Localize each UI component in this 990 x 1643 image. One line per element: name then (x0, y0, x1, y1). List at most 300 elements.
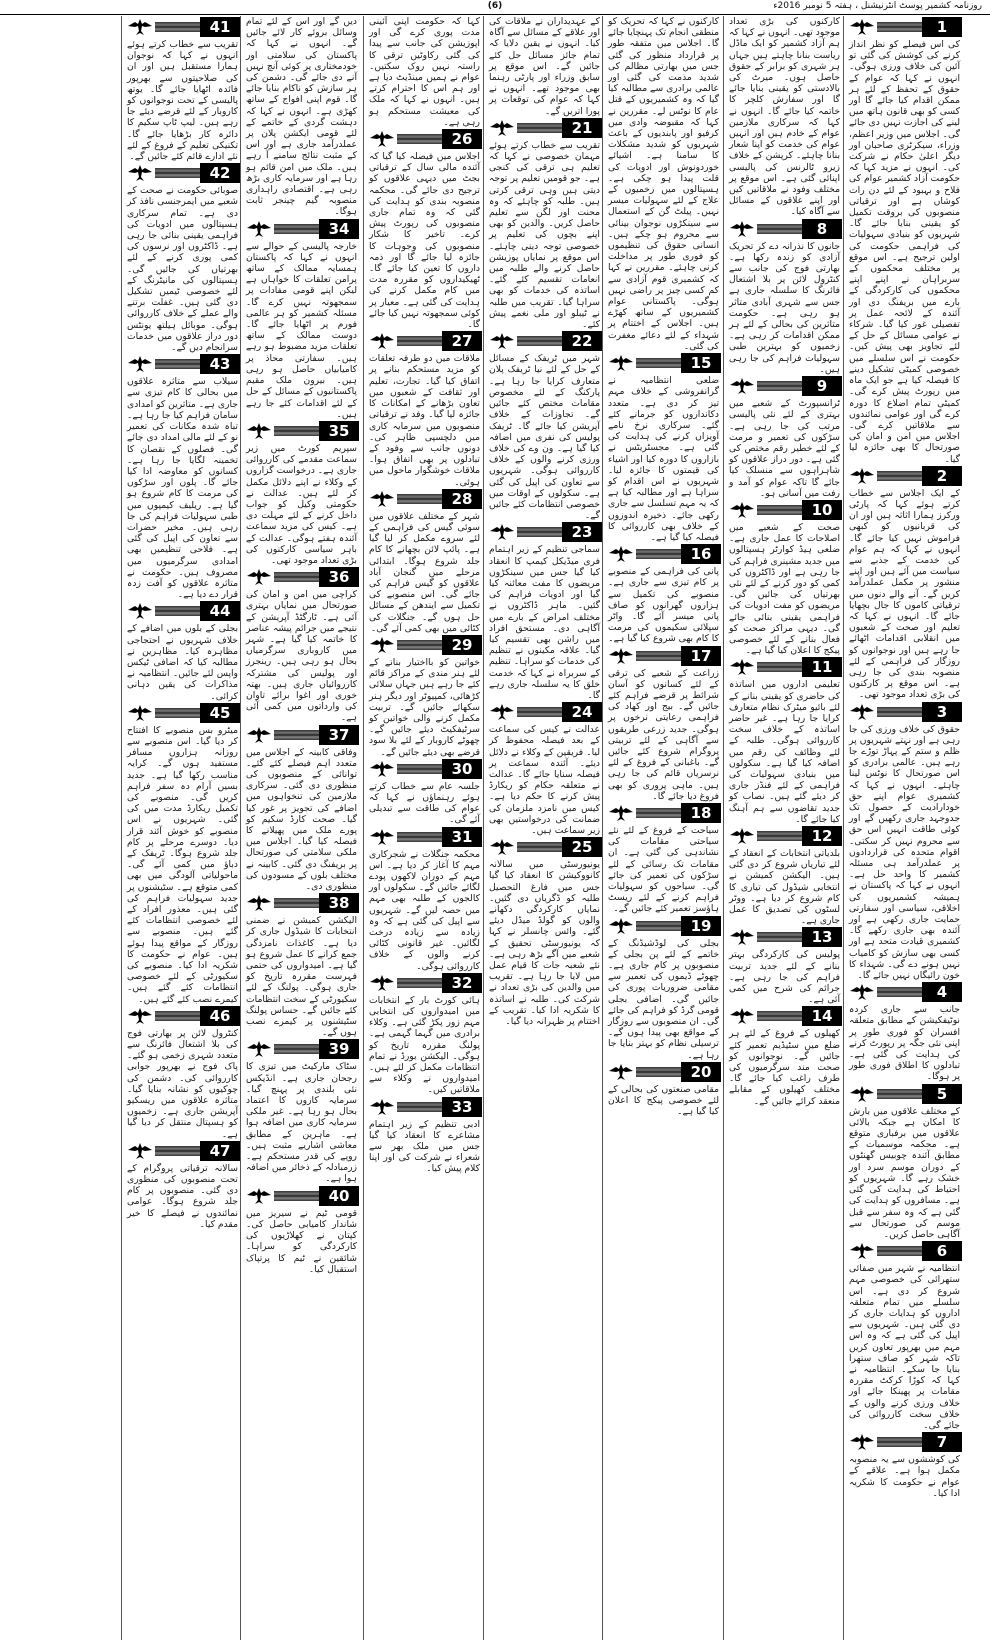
header-bar (155, 1011, 200, 1021)
eagle-emblem-icon (127, 601, 153, 621)
item-number: 17 (681, 646, 721, 666)
item-text: سماجی تنظیم کے زیر اہتمام فری میڈیکل کیمپ کا انعقاد کیا گیا جس میں سینکڑوں مریضوں کا مفت معائنہ کیا گیا اور ادویات فراہم کی گئیں۔ ماہر ڈاکٹروں نے مختلف امراض کے بارے میں آگاہی دی۔ مستحق افراد میں راشن بھی تقسیم کیا گیا۔ علاقہ مکینوں نے تنظیم کی خدمات کو سراہا۔ تنظیم کے سربراہ نے کہا کہ خدمت خلق کا یہ سلسلہ جاری رہے گا۔ (489, 544, 600, 701)
news-item-26 (367, 128, 482, 330)
item-text: حقوق کی خلاف ورزی کی جا رہی ہے اور نہتے شہریوں پر ظلم و ستم کے پہاڑ توڑے جا رہے ہیں۔ عالمی برادری کو اس صورتحال کا نوٹس لینا چاہئے۔ انہوں نے کہا کہ کشمیری عوام اپنے حق خودارادیت کے حصول تک جدوجہد جاری رکھیں گے اور کوئی طاقت انہیں اس حق سے محروم نہیں کر سکتی۔ اقوام متحدہ کی قراردادوں پر عملدرآمد ہی مسئلہ کشمیر کا واحد حل ہے۔ انہوں نے کہا کہ پاکستان نے ہمیشہ کشمیریوں کی اخلاقی، سیاسی اور سفارتی حمایت جاری رکھی ہے اور آئندہ بھی جاری رکھے گا۔ کشمیری قیادت متحد ہے اور کسی بھی سازش کو کامیاب نہیں ہونے دے گی۔ شہداء کا خون رائیگاں نہیں جائے گا۔ (849, 723, 960, 982)
item-number: 8 (802, 219, 842, 239)
column-rule (602, 16, 603, 1640)
item-header (606, 916, 721, 936)
item-number: 20 (681, 1062, 721, 1082)
item-header (727, 1006, 842, 1026)
column-rule (843, 16, 844, 1640)
news-continuation (367, 16, 482, 128)
item-number: 23 (562, 522, 602, 542)
item-text: محکمہ جنگلات نے شجرکاری مہم کا آغاز کر دیا ہے۔ اس مہم کے دوران لاکھوں پودے لگائے جائیں گے۔ سکولوں اور کالجوں کے طلبہ بھی مہم میں حصہ لیں گے۔ شہریوں سے اپیل کی گئی ہے کہ وہ زیادہ سے زیادہ درخت لگائیں۔ غیر قانونی کٹائی کرنے والوں کے خلاف کارروائی ہوگی۔ (369, 848, 480, 972)
news-item-35 (244, 420, 359, 566)
header-bar (397, 494, 442, 504)
item-text: جانوں کا نذرانہ دے کر تحریک آزادی کو زندہ رکھا ہے۔ بھارتی فوج کی جانب سے کنٹرول لائن پر بلا اشتعال فائرنگ کا سلسلہ جاری ہے جس سے شہری آبادی متاثر ہو رہی ہے۔ حکومت متاثرین کی بحالی کے لئے ہر ممکن اقدامات کر رہی ہے۔ زخمیوں کو بہترین طبی سہولیات فراہم کی جا رہی ہیں۔ (729, 240, 840, 375)
news-item-25 (487, 836, 602, 1027)
item-text: بجلی کے بلوں میں اضافے کے خلاف شہریوں نے احتجاجی مظاہرہ کیا۔ مظاہرین نے مطالبہ کیا کہ اضافی ٹیکس واپس لئے جائیں۔ انتظامیہ نے مذاکرات کی یقین دہانی کرائی۔ (127, 623, 238, 702)
item-header (847, 466, 962, 486)
item-header (125, 703, 240, 723)
item-text: سٹاک مارکیٹ میں تیزی کا رجحان جاری ہے۔ انڈیکس نئی بلندی پر پہنچ گیا۔ سرمایہ کاروں کا اعتماد بحال ہو رہا ہے۔ غیر ملکی سرمایہ کاری میں اضافہ ہوا ہے۔ ماہرین کے مطابق معاشی اشاریے مثبت ہیں۔ روپے کی قدر مستحکم ہے۔ زرمبادلہ کے ذخائر میں اضافہ ہوا ہے۔ (246, 1061, 357, 1185)
header-bar (155, 606, 200, 616)
news-item-45 (125, 702, 240, 1005)
item-number: 46 (200, 1006, 240, 1026)
news-item-1 (847, 16, 962, 465)
eagle-emblem-icon (369, 331, 395, 351)
item-header (487, 118, 602, 138)
header-bar (517, 527, 562, 537)
item-text: شہر کے مختلف علاقوں میں سوئی گیس کی فراہمی کے لئے سروے مکمل کر لیا گیا ہے۔ پائپ لائن بچھانے کا کام جلد شروع ہوگا۔ ابتدائی مرحلے میں گنجان آباد علاقوں کو گیس فراہم کی جائے گی۔ اس منصوبے کی تکمیل سے ایندھن کے مسائل حل ہوں گے۔ جنگلات کی کٹائی میں بھی کمی آئے گی۔ (369, 510, 480, 634)
item-number: 47 (200, 1141, 240, 1161)
item-number: 37 (319, 725, 359, 745)
header-bar (757, 224, 802, 234)
item-text: سپریم کورٹ میں زیر سماعت مقدمے کی کارروائی جاری ہے۔ درخواست گزاروں کے وکلاء نے اپنے دلائل مکمل کر لئے ہیں۔ عدالت نے حکومتی وکیل کو جواب داخل کرنے کے لئے مہلت دی ہے۔ کیس کی مزید سماعت آئندہ ہفتے ہوگی۔ عدالت کے باہر سیاسی کارکنوں کی بڑی تعداد موجود تھی۔ (246, 442, 357, 566)
header-bar (274, 730, 319, 740)
item-header (727, 657, 842, 677)
news-item-32 (367, 972, 482, 1096)
news-item-46 (125, 1005, 240, 1140)
item-number: 19 (681, 916, 721, 936)
header-bar (877, 1437, 922, 1447)
header-bar (397, 640, 442, 650)
news-item-36 (244, 566, 359, 723)
column-rule (483, 16, 484, 1640)
item-text: یونیورسٹی میں سالانہ کانووکیشن کا انعقاد کیا گیا جس میں فارغ التحصیل طلبہ کو ڈگریاں دی گئیں۔ نمایاں کارکردگی دکھانے والوں کو گولڈ میڈل دیئے گئے۔ وائس چانسلر نے کہا کہ یونیورسٹی تحقیق کے شعبے میں آگے بڑھ رہی ہے۔ نئے شعبہ جات کا قیام عمل میں لایا جا رہا ہے۔ تقریب میں والدین کی بڑی تعداد نے شرکت کی۔ طلبہ نے اساتذہ کا شکریہ ادا کیا۔ تقریب کے اختتام پر ظہرانہ دیا گیا۔ (489, 859, 600, 1028)
item-text: تعلیمی اداروں میں اساتذہ کی حاضری کو یقینی بنانے کے لئے بائیو میٹرک نظام متعارف کرایا جا رہا ہے۔ غیر حاضر اساتذہ کے خلاف سخت کارروائی ہوگی۔ طلبہ کے لئے وظائف کی رقم میں اضافہ کیا گیا ہے۔ سکولوں میں بنیادی سہولیات کی فراہمی کے لئے فنڈز جاری کر دیئے گئے ہیں۔ نصاب کو جدید تقاضوں سے ہم آہنگ کیا جائے گا۔ (729, 679, 840, 825)
eagle-emblem-icon (729, 376, 755, 396)
item-text: دیں گے اور اس کے لئے تمام وسائل بروئے کار لائے جائیں گے۔ انہوں نے کہا کہ پاکستان کی سلامتی اور خودمختاری پر کوئی آنچ نہیں آنے دی جائے گی۔ دشمن کی ہر سازش کو ناکام بنایا جائے گا۔ قوم اپنی افواج کے ساتھ کھڑی ہے۔ انہوں نے کہا کہ دہشت گردی کے خاتمے کے لئے قومی ایکشن پلان پر عملدرآمد جاری ہے اور اس کے مثبت نتائج سامنے آ رہے ہیں۔ ملک میں امن قائم ہو رہا ہے اور سرمایہ کاری بڑھ رہی ہے۔ اقتصادی راہداری منصوبہ گیم چینجر ثابت ہوگا۔ (246, 16, 357, 218)
eagle-emblem-icon (608, 544, 634, 564)
item-text: صوبائی حکومت نے صحت کے شعبے میں ایمرجنسی نافذ کر دی ہے۔ تمام سرکاری ہسپتالوں میں ادویات کی فراہمی یقینی بنائی جا رہی ہے۔ ڈاکٹروں اور نرسوں کی کمی پوری کرنے کے لئے بھرتیاں کی جائیں گی۔ ہسپتالوں کی مانیٹرنگ کے لئے خصوصی ٹیمیں تشکیل دی گئی ہیں۔ غفلت برتنے والے عملے کے خلاف کارروائی ہوگی۔ موبائل ہیلتھ یونٹس دور دراز علاقوں میں خدمات سرانجام دیں گے۔ (127, 185, 238, 354)
news-item-20 (606, 1061, 721, 1118)
eagle-emblem-icon (246, 421, 272, 441)
eagle-emblem-icon (608, 646, 634, 666)
item-header (727, 927, 842, 947)
item-header (244, 219, 359, 239)
eagle-emblem-icon (127, 1141, 153, 1161)
item-text: ملاقات میں دو طرفہ تعلقات کو مزید مستحکم بنانے پر اتفاق کیا گیا۔ تجارت، تعلیم اور ثقافت کے شعبوں میں تعاون بڑھانے کے امکانات کا جائزہ لیا گیا۔ وفد نے ترقیاتی منصوبوں میں سرمایہ کاری میں دلچسپی ظاہر کی۔ دونوں جانب سے وفود کے تبادلوں پر بھی اتفاق ہوا۔ ملاقات خوشگوار ماحول میں ہوئی۔ (369, 353, 480, 488)
header-bar (877, 1089, 922, 1099)
news-item-30 (367, 758, 482, 826)
item-text: کنٹرول لائن پر بھارتی فوج کی بلا اشتعال فائرنگ سے متعدد شہری زخمی ہو گئے۔ پاک فوج نے بھرپور جوابی کارروائی کی۔ دشمن کی چوکیوں کو نشانہ بنایا گیا۔ متاثرہ علاقوں میں ریسکیو آپریشن جاری ہے۔ زخمیوں کو ہسپتال منتقل کر دیا گیا ہے۔ (127, 1027, 238, 1140)
item-header (847, 1084, 962, 1104)
header-bar (274, 898, 319, 908)
item-number: 31 (442, 827, 482, 847)
news-item-16 (606, 543, 721, 644)
item-header (847, 1241, 962, 1261)
item-header (367, 759, 482, 779)
item-text: اجلاس میں فیصلہ کیا گیا کہ آئندہ مالی سال کے ترقیاتی بجٹ میں دیہی علاقوں کو ترجیح دی جائے گی۔ محکمہ منصوبہ بندی کو ہدایت کی گئی کہ وہ تمام جاری منصوبوں کی رپورٹ پیش کرے۔ تاخیر کا شکار منصوبوں کی وجوہات کا جائزہ لیا جائے گا اور ذمہ داروں کا تعین کیا جائے گا۔ ٹھیکیداروں کو مقررہ مدت میں کام مکمل کرنے کی ہدایت کی گئی ہے۔ معیار پر کوئی سمجھوتہ نہیں کیا جائے گا۔ (369, 151, 480, 331)
item-header (727, 500, 842, 520)
news-item-14 (727, 1005, 842, 1106)
masthead (0, 0, 990, 15)
item-text: جانب سے جاری کردہ نوٹیفکیشن کے مطابق متعلقہ افسران کو فوری طور پر اپنی نئی جگہ پر رپورٹ کرنے کی ہدایت کی گئی ہے۔ تبادلوں کا اطلاق فوری طور پر ہوگا۔ (849, 1004, 960, 1083)
news-item-29 (367, 634, 482, 758)
eagle-emblem-icon (608, 803, 634, 823)
news-item-34 (244, 218, 359, 420)
news-continuation (727, 16, 842, 218)
item-number: 38 (319, 893, 359, 913)
eagle-emblem-icon (127, 354, 153, 374)
item-number: 27 (442, 331, 482, 351)
header-bar (397, 336, 442, 346)
item-text: پولیس کی کارکردگی بہتر بنانے کے لئے جدید تربیت فراہم کی جا رہی ہے۔ جرائم کی شرح میں کمی آئی ہے۔ (729, 949, 840, 1006)
header-bar (636, 921, 681, 931)
item-number: 32 (442, 973, 482, 993)
item-number: 24 (562, 702, 602, 722)
eagle-emblem-icon (849, 17, 875, 37)
news-item-22 (487, 330, 602, 521)
news-item-2 (847, 465, 962, 701)
news-item-18 (606, 802, 721, 915)
header-bar (397, 978, 442, 988)
eagle-emblem-icon (849, 1084, 875, 1104)
header-bar (155, 708, 200, 718)
eagle-emblem-icon (246, 725, 272, 745)
news-item-41 (125, 16, 240, 162)
eagle-emblem-icon (127, 1006, 153, 1026)
news-item-3 (847, 701, 962, 982)
item-header (847, 982, 962, 1002)
header-bar (636, 651, 681, 661)
news-item-37 (244, 724, 359, 893)
eagle-emblem-icon (369, 1097, 395, 1117)
eagle-emblem-icon (127, 703, 153, 723)
item-header (847, 1432, 962, 1452)
item-number: 1 (922, 17, 962, 37)
item-number: 25 (562, 837, 602, 857)
news-column-2 (727, 16, 842, 1640)
eagle-emblem-icon (369, 827, 395, 847)
news-continuation (487, 16, 602, 117)
header-bar (517, 336, 562, 346)
date-line: روزنامہ کشمیر پوسٹ انٹرنیشنل ، ہفتہ 5 نومبر 2016ء (773, 1, 982, 11)
item-number: 14 (802, 1006, 842, 1026)
item-number: 10 (802, 500, 842, 520)
news-item-7 (847, 1431, 962, 1499)
eagle-emblem-icon (489, 837, 515, 857)
header-bar (877, 22, 922, 32)
item-header (125, 354, 240, 374)
header-bar (636, 358, 681, 368)
item-header (244, 893, 359, 913)
item-header (727, 826, 842, 846)
news-item-31 (367, 826, 482, 972)
eagle-emblem-icon (729, 1006, 755, 1026)
item-header (847, 17, 962, 37)
item-header (367, 1097, 482, 1117)
item-text: کے ایک اجلاس سے خطاب کرتے ہوئے کہا کہ پارٹی ورکرز ہمارا اثاثہ ہیں اور ان کی قربانیوں کو کبھی فراموش نہیں کیا جائے گا۔ انہوں نے کہا کہ ہم عوام کی خدمت کے جذبے سے سیاست میں آئے ہیں اور اپنے منشور پر مکمل عملدرآمد کریں گے۔ آنے والے دنوں میں ترقیاتی کاموں کا جال بچھایا جائے گا۔ انہوں نے کہا کہ تعلیم اور صحت کے شعبوں میں انقلابی اقدامات اٹھائے جا رہے ہیں اور نوجوانوں کو روزگار کی فراہمی کے لئے منصوبہ بندی کی جا رہی ہے۔ اس موقع پر کارکنوں کی بڑی تعداد موجود تھی۔ (849, 487, 960, 701)
item-text: کی کوششوں سے یہ منصوبہ مکمل ہوا ہے۔ علاقے کے عوام نے حکومت کا شکریہ ادا کیا۔ (849, 1454, 960, 1499)
eagle-emblem-icon (729, 500, 755, 520)
eagle-emblem-icon (849, 1432, 875, 1452)
item-header (244, 1186, 359, 1206)
item-text: پانی کی فراہمی کے منصوبے پر کام تیزی سے جاری ہے۔ منصوبے کی تکمیل سے ہزاروں گھرانوں کو صاف پانی میسر آئے گا۔ واٹر سپلائی سکیموں کی مرمت کا کام بھی شروع کیا گیا ہے۔ (608, 566, 719, 645)
item-number: 30 (442, 759, 482, 779)
item-number: 5 (922, 1084, 962, 1104)
eagle-emblem-icon (246, 1186, 272, 1206)
eagle-emblem-icon (608, 1062, 634, 1082)
news-item-38 (244, 892, 359, 1038)
item-text: خارجہ پالیسی کے حوالے سے انہوں نے کہا کہ پاکستان ہمسایہ ممالک کے ساتھ پرامن تعلقات کا خواہاں ہے لیکن اپنے قومی مفادات پر سمجھوتہ نہیں کرے گا۔ مسئلہ کشمیر کو ہر عالمی فورم پر اٹھایا جائے گا۔ دوست ممالک کے ساتھ تعلقات مزید مضبوط ہو رہے ہیں۔ سفارتی محاذ پر کامیابیاں حاصل ہو رہی ہیں۔ بیرون ملک مقیم پاکستانیوں کے مسائل کے حل کے لئے اقدامات کئے جا رہے ہیں۔ (246, 240, 357, 420)
item-header (125, 1006, 240, 1026)
header-bar (397, 1102, 442, 1112)
header-bar (155, 22, 200, 32)
item-text: ہائی کورٹ بار کے انتخابات میں امیدواروں کی انتخابی مہم زور پکڑ گئی ہے۔ وکلاء برادری میں گہما گہمی ہے۔ پولنگ مقررہ تاریخ کو ہوگی۔ الیکشن بورڈ نے تمام انتظامات مکمل کر لئے ہیں۔ امیدواروں نے وکلاء سے ملاقاتیں کیں۔ (369, 994, 480, 1096)
item-number: 16 (681, 544, 721, 564)
item-header (367, 827, 482, 847)
item-header (727, 376, 842, 396)
header-bar (636, 808, 681, 818)
item-text: کھیلوں کے فروغ کے لئے ہر ضلع میں سٹیڈیم تعمیر کئے جائیں گے۔ نوجوانوں کو صحت مند سرگرمیوں کی طرف راغب کیا جائے گا۔ مختلف کھیلوں کے مقابلے منعقد کرائے جائیں گے۔ (729, 1028, 840, 1107)
item-number: 22 (562, 331, 602, 351)
item-text: سیلاب سے متاثرہ علاقوں میں بحالی کا کام تیزی سے جاری ہے۔ متاثرین کو امدادی سامان فراہم کیا جا رہا ہے۔ تباہ شدہ مکانات کی تعمیر نو کے لئے مالی امداد دی جائے گی۔ فصلوں کے نقصان کا تخمینہ لگایا جا رہا ہے۔ کسانوں کو معاوضہ ادا کیا جائے گا۔ پلوں اور سڑکوں کی مرمت کا کام شروع ہو گیا ہے۔ ریلیف کیمپوں میں طبی سہولیات فراہم کی جا رہی ہیں۔ مخیر حضرات سے تعاون کی اپیل کی گئی ہے۔ فلاحی تنظیمیں بھی امدادی سرگرمیوں میں مصروف ہیں۔ حکومت نے متاثرہ علاقوں کو آفت زدہ قرار دے دیا ہے۔ (127, 376, 238, 601)
item-header (244, 725, 359, 745)
eagle-emblem-icon (849, 702, 875, 722)
item-number: 33 (442, 1097, 482, 1117)
header-bar (757, 505, 802, 515)
item-text: شہر میں ٹریفک کے مسائل کے حل کے لئے نیا ٹریفک پلان متعارف کرایا جا رہا ہے۔ پارکنگ کے لئے مخصوص مقامات مختص کئے جائیں گے۔ تجاوزات کے خلاف آپریشن کیا جائے گا۔ ٹریفک پولیس کی نفری میں اضافہ کیا گیا ہے۔ ون وے کی خلاف ورزی کرنے والوں کے خلاف کارروائی ہوگی۔ شہریوں سے تعاون کی اپیل کی گئی ہے۔ سکولوں کے اوقات میں خصوصی انتظامات کئے جائیں گے۔ (489, 353, 600, 522)
item-number: 9 (802, 376, 842, 396)
eagle-emblem-icon (849, 1241, 875, 1261)
eagle-emblem-icon (729, 219, 755, 239)
item-number: 45 (200, 703, 240, 723)
news-column-7 (125, 16, 240, 1640)
item-number: 34 (319, 219, 359, 239)
header-bar (274, 1044, 319, 1054)
item-text: مقامی صنعتوں کی بحالی کے لئے خصوصی پیکج کا اعلان کیا گیا ہے۔ (608, 1083, 719, 1118)
item-number: 43 (200, 354, 240, 374)
news-continuation (606, 16, 721, 352)
item-number: 29 (442, 635, 482, 655)
column-rule (121, 16, 122, 1640)
item-text: ٹرانسپورٹ کے شعبے میں بہتری کے لئے نئی پالیسی مرتب کی جا رہی ہے۔ سڑکوں کی تعمیر و مرمت کے لئے خطیر رقم مختص کی گئی ہے۔ دور دراز علاقوں کو شاہراہوں سے منسلک کیا جائے گا تاکہ عوام کو آمد و رفت میں آسانی ہو۔ (729, 398, 840, 499)
item-number: 13 (802, 927, 842, 947)
item-header (606, 1062, 721, 1082)
news-item-27 (367, 330, 482, 487)
news-column-1 (847, 16, 962, 1640)
item-text: ضلعی انتظامیہ نے گرانفروشی کے خلاف مہم تیز کر دی ہے۔ متعدد دکانداروں کو جرمانے کئے گئے۔ سرکاری نرخ نامے آویزاں کرنے کی ہدایت کی گئی ہے۔ مجسٹریٹس نے بازاروں کا دورہ کیا اور اشیاء کی قیمتوں کا جائزہ لیا۔ شہریوں نے اس اقدام کو سراہا ہے اور مطالبہ کیا ہے کہ یہ مہم تسلسل سے جاری رکھی جائے۔ ذخیرہ اندوزوں کے خلاف بھی کارروائی کا فیصلہ کیا گیا ہے۔ (608, 375, 719, 543)
item-text: کراچی میں امن و امان کی صورتحال میں نمایاں بہتری آئی ہے۔ ٹارگٹڈ آپریشن کے نتیجے میں جرائم پیشہ عناصر کا خاتمہ کیا گیا ہے۔ شہر میں کاروباری سرگرمیاں بحال ہو رہی ہیں۔ رینجرز اور پولیس کی مشترکہ کارروائیاں جاری ہیں۔ بھتہ خوری اور اغوا برائے تاوان کی وارداتوں میں کمی آئی ہے۔ (246, 589, 357, 724)
news-item-44 (125, 600, 240, 701)
item-text: کی اس فیصلے کو نظر انداز کرنے کی کوشش کی گئی تو آئین کی خلاف ورزی ہوگی۔ انہوں نے کہا کہ عوام کے حقوق کے تحفظ کے لئے ہر ممکن اقدام کیا جائے گا اور کسی کو بھی قانون ہاتھ میں لینے کی اجازت نہیں دی جائے گی۔ اجلاس میں وزیر اعظم، وزراء، سیکرٹری صاحبان اور دیگر اعلیٰ حکام نے شرکت کی۔ انہوں نے مزید کہا کہ حکومت آزاد کشمیر عوام کی فلاح و بہبود کے لئے دن رات کوشاں ہے اور ترقیاتی منصوبوں کی بروقت تکمیل کو یقینی بنایا جائے گا۔ شہریوں کو بنیادی سہولیات کی فراہمی حکومت کی اولین ترجیح ہے۔ اس موقع پر مختلف محکموں کے سربراہان نے اپنے اپنے محکموں کی کارکردگی کے بارے میں بریفنگ دی اور آئندہ کے لائحہ عمل پر تفصیلی غور کیا گیا۔ شرکاء نے عوامی مسائل کے حل کے لئے تجاویز بھی پیش کیں۔ حکومت نے اس سلسلے میں خصوصی کمیٹی تشکیل دینے کا فیصلہ کیا ہے جو ایک ماہ میں رپورٹ پیش کرے گی۔ کمیٹی تمام اضلاع کا دورہ کرے گی اور عوامی نمائندوں سے ملاقاتیں کرے گی۔ اجلاس میں امن و امان کی صورتحال کا بھی جائزہ لیا گیا۔ (849, 39, 960, 465)
news-item-19 (606, 915, 721, 1061)
item-number: 44 (200, 601, 240, 621)
item-text: کارکنوں کی بڑی تعداد موجود تھی۔ انہوں نے کہا کہ ہم آزاد کشمیر کو ایک ماڈل ریاست بنانا چاہتے ہیں جہاں ہر شہری کو برابر کے حقوق حاصل ہوں۔ میرٹ کی بالادستی کو یقینی بنایا جائے گا اور سفارش کلچر کا خاتمہ کیا جائے گا۔ انہوں نے کہا کہ سرکاری ملازمین عوام کے خادم ہیں اور انہیں عوام کی خدمت کو اپنا شعار بنانا چاہئے۔ کرپشن کے خلاف زیرو ٹالرنس کی پالیسی اپنائی گئی ہے۔ اس موقع پر مختلف وفود نے ملاقاتیں کیں اور اپنے علاقوں کے مسائل سے آگاہ کیا۔ (729, 16, 840, 218)
item-text: کہا کہ حکومت اپنی آئینی مدت پوری کرے گی اور اپوزیشن کی جانب سے پیدا کی گئی رکاوٹیں ترقی کا راستہ نہیں روک سکتیں۔ عوام نے ہمیں مینڈیٹ دیا ہے اور ہم اس کا احترام کرتے ہیں۔ انہوں نے کہا کہ ملک کی معیشت مستحکم ہو رہی ہے۔ (369, 16, 480, 128)
news-column-6 (244, 16, 359, 1640)
header-bar (397, 764, 442, 774)
item-number: 4 (922, 982, 962, 1002)
header-bar (877, 1246, 922, 1256)
news-item-8 (727, 218, 842, 375)
item-number: 40 (319, 1186, 359, 1206)
header-bar (757, 1011, 802, 1021)
item-text: قومی ٹیم نے سیریز میں شاندار کامیابی حاصل کی۔ کپتان نے کھلاڑیوں کی کارکردگی کو سراہا۔ شائقین نے ٹیم کا پرتپاک استقبال کیا۔ (246, 1207, 357, 1275)
eagle-emblem-icon (729, 657, 755, 677)
item-text: بلدیاتی انتخابات کے انعقاد کے لئے تیاریاں شروع کر دی گئی ہیں۔ الیکشن کمیشن نے انتخابی شیڈول کی تیاری کا کام شروع کر دیا ہے۔ ووٹر لسٹوں کی تصدیق کا عمل جاری ہے۔ (729, 848, 840, 927)
item-header (367, 331, 482, 351)
news-item-15 (606, 352, 721, 543)
item-text: کارکنوں نے کہا کہ تحریک کو منطقی انجام تک پہنچایا جائے گا۔ اجلاس میں متفقہ طور پر قرارداد منظور کی گئی جس میں بھارتی مظالم کی شدید مذمت کی گئی اور عالمی برادری سے مطالبہ کیا گیا کہ وہ کشمیریوں کے قتل عام کا نوٹس لے۔ مقررین نے کہا کہ مقبوضہ وادی میں کرفیو اور پابندیوں کے باعث شہریوں کو شدید مشکلات کا سامنا ہے۔ اشیائے خوردونوش اور ادویات کی قلت پیدا ہو چکی ہے۔ ہسپتالوں میں زخمیوں کے علاج کے لئے سہولیات میسر نہیں۔ پیلٹ گن کے استعمال سے سینکڑوں نوجوان بینائی سے محروم ہو چکے ہیں۔ انسانی حقوق کی تنظیموں کو فوری طور پر مداخلت کرنی چاہئے۔ مقررین نے کہا کہ کشمیری قوم آزادی سے کم کسی چیز پر راضی نہیں ہوگی۔ پاکستانی عوام کشمیریوں کے ساتھ کھڑے ہیں۔ اجلاس کے اختتام پر شہداء کے لئے دعائے مغفرت کی گئی۔ (608, 16, 719, 352)
header-bar (517, 123, 562, 133)
news-item-21 (487, 117, 602, 330)
item-header (244, 567, 359, 587)
item-text: وفاقی کابینہ کے اجلاس میں متعدد اہم فیصلے کئے گئے۔ توانائی کے منصوبوں کی منظوری دی گئی۔ سرکاری ملازمین کی تنخواہوں میں اضافے کی تجویز پر غور کیا گیا۔ صحت کارڈ سکیم کو پورے ملک میں پھیلانے کا فیصلہ کیا گیا۔ اجلاس میں ملکی سلامتی کی صورتحال پر بریفنگ دی گئی۔ کابینہ نے مختلف بلوں کے مسودوں کی منظوری دی۔ (246, 746, 357, 893)
item-text: کے عہدیداران نے ملاقات کی اور علاقے کے مسائل سے آگاہ کیا۔ انہوں نے یقین دلایا کہ تمام جائز مسائل حل کئے جائیں گے۔ اس موقع پر سابق وزراء اور پارٹی رہنما بھی موجود تھے۔ انہوں نے کہا کہ عوام کی توقعات پر پورا اتریں گے۔ (489, 16, 600, 117)
header-bar (877, 707, 922, 717)
header-bar (274, 1191, 319, 1201)
eagle-emblem-icon (608, 353, 634, 373)
item-header (487, 331, 602, 351)
news-item-42 (125, 162, 240, 353)
item-text: انتظامیہ نے شہر میں صفائی ستھرائی کی خصوصی مہم شروع کر دی ہے۔ اس سلسلے میں تمام متعلقہ اداروں کو ہدایات جاری کر دی گئی ہیں۔ شہریوں سے اپیل کی گئی ہے کہ وہ اس مہم میں بھرپور تعاون کریں تاکہ شہر کو صاف ستھرا بنایا جا سکے۔ انتظامیہ نے کہا کہ کوڑا کرکٹ مقررہ مقامات پر پھینکا جائے اور خلاف ورزی کرنے والوں کے خلاف سخت کارروائی کی جائے گی۔ (849, 1263, 960, 1431)
item-number: 15 (681, 353, 721, 373)
news-item-24 (487, 701, 602, 836)
item-text: صحت کے شعبے میں اصلاحات کا عمل جاری ہے۔ ضلعی ہیڈ کوارٹر ہسپتالوں میں جدید مشینری فراہم کی جا رہی ہے اور ڈاکٹروں کی کمی کو دور کرنے کے لئے نئی بھرتیاں کی جائیں گی۔ مریضوں کو مفت ادویات کی فراہمی یقینی بنائی جائے گی۔ دیہی مراکز صحت کو فعال بنانے کے لئے خصوصی پیکج کا اعلان کیا گیا ہے۔ (729, 521, 840, 657)
header-bar (757, 831, 802, 841)
item-header (847, 702, 962, 722)
item-text: کے مختلف علاقوں میں بارش کا امکان ہے جبکہ بالائی علاقوں میں برفباری متوقع ہے۔ محکمہ موسمیات کے مطابق آئندہ چوبیس گھنٹوں کے دوران موسم سرد اور خشک رہے گا۔ شہریوں کو احتیاط کی ہدایت کی گئی ہے۔ مسافروں کو ہدایت کی گئی ہے کہ وہ سفر سے قبل موسم کی صورتحال سے آگاہی حاصل کریں۔ (849, 1105, 960, 1240)
news-item-5 (847, 1083, 962, 1240)
item-header (606, 544, 721, 564)
eagle-emblem-icon (849, 466, 875, 486)
eagle-emblem-icon (489, 331, 515, 351)
item-header (125, 601, 240, 621)
news-item-28 (367, 488, 482, 634)
eagle-emblem-icon (729, 927, 755, 947)
header-bar (757, 932, 802, 942)
item-header (487, 702, 602, 722)
header-bar (636, 549, 681, 559)
eagle-emblem-icon (127, 163, 153, 183)
news-item-10 (727, 499, 842, 656)
item-text: تقریب سے خطاب کرتے ہوئے مہمان خصوصی نے کہا کہ تعلیم ہی ترقی کی کنجی ہے۔ جو قومیں تعلیم پر توجہ دیتی ہیں وہی ترقی کرتی ہیں۔ طلبہ کو چاہئے کہ وہ محنت اور لگن سے تعلیم حاصل کریں۔ والدین کو بھی اپنے بچوں کی تعلیم پر خصوصی توجہ دینی چاہئے۔ اس موقع پر نمایاں پوزیشن حاصل کرنے والے طلبہ میں انعامات تقسیم کئے گئے۔ اساتذہ کی خدمات کو بھی سراہا گیا۔ تقریب میں طلبہ نے ٹیبلو اور ملی نغمے پیش کئے۔ (489, 139, 600, 331)
column-rule (240, 16, 241, 1640)
news-item-23 (487, 521, 602, 701)
eagle-emblem-icon (489, 118, 515, 138)
item-text: میٹرو بس منصوبے کا افتتاح کر دیا گیا۔ اس منصوبے سے روزانہ ہزاروں مسافر مستفید ہوں گے۔ کرایہ مناسب رکھا گیا ہے۔ جدید بسیں آرام دہ سفر فراہم کریں گی۔ منصوبے کی تکمیل ریکارڈ مدت میں کی گئی۔ شہریوں نے اس منصوبے کو خوش آئند قرار دیا۔ دوسرے مرحلے پر کام جلد شروع ہوگا۔ ٹریفک کے دباؤ میں کمی آئے گی۔ ماحولیاتی آلودگی میں بھی کمی متوقع ہے۔ سٹیشنوں پر جدید سہولیات فراہم کی گئی ہیں۔ معذور افراد کے لئے خصوصی انتظامات کئے گئے ہیں۔ منصوبے سے روزگار کے مواقع پیدا ہوئے ہیں۔ عوام نے حکومت کا شکریہ ادا کیا۔ منصوبے کی سکیورٹی کے لئے خصوصی انتظامات کئے گئے ہیں۔ کیمرے نصب کئے گئے ہیں۔ (127, 724, 238, 1005)
item-header (367, 489, 482, 509)
item-number: 36 (319, 567, 359, 587)
item-text: الیکشن کمیشن نے ضمنی انتخابات کا شیڈول جاری کر دیا ہے۔ کاغذات نامزدگی جمع کرانے کا عمل شروع ہو گیا ہے۔ امیدواروں کی حتمی فہرست مقررہ تاریخ کو جاری ہوگی۔ پولنگ کے لئے سکیورٹی کے سخت انتظامات کئے جائیں گے۔ حساس پولنگ سٹیشنوں پر کیمرے نصب ہوں گے۔ (246, 915, 357, 1039)
eagle-emblem-icon (127, 17, 153, 37)
news-item-13 (727, 926, 842, 1005)
header-bar (757, 381, 802, 391)
eagle-emblem-icon (369, 635, 395, 655)
item-number: 18 (681, 803, 721, 823)
eagle-emblem-icon (489, 522, 515, 542)
news-item-9 (727, 375, 842, 499)
item-header (125, 1141, 240, 1161)
page-number: (6) (487, 1, 503, 11)
eagle-emblem-icon (849, 982, 875, 1002)
item-text: ادبی تنظیم کے زیر اہتمام مشاعرے کا انعقاد کیا گیا جس میں ملک بھر سے شعراء نے شرکت کی اور اپنا کلام پیش کیا۔ (369, 1118, 480, 1175)
item-text: خواتین کو بااختیار بنانے کے لئے ہنر مندی کے مراکز قائم کئے جا رہے ہیں جہاں سلائی کڑھائی، کمپیوٹر اور دیگر ہنر سکھائے جائیں گے۔ تربیت مکمل کرنے والی خواتین کو سرٹیفکیٹ دیئے جائیں گے۔ چھوٹے کاروبار کے لئے بلا سود قرضے بھی دیئے جائیں گے۔ (369, 656, 480, 758)
news-item-39 (244, 1038, 359, 1184)
header-bar (877, 471, 922, 481)
news-item-43 (125, 353, 240, 600)
header-bar (274, 224, 319, 234)
item-header (606, 803, 721, 823)
eagle-emblem-icon (369, 129, 395, 149)
header-bar (517, 707, 562, 717)
column-rule (723, 16, 724, 1640)
item-number: 12 (802, 826, 842, 846)
header-bar (155, 359, 200, 369)
header-bar (636, 1067, 681, 1077)
news-item-47 (125, 1140, 240, 1230)
news-column-3 (606, 16, 721, 1640)
item-text: سیاحت کے فروغ کے لئے نئے سیاحتی مقامات کی نشاندہی کی گئی ہے۔ ان مقامات تک رسائی کے لئے سڑکوں کی تعمیر کی جائے گی۔ سیاحوں کو سہولیات فراہم کرنے کے لئے ریسٹ ہاؤسز تعمیر کئے جائیں گے۔ (608, 825, 719, 915)
eagle-emblem-icon (246, 219, 272, 239)
item-header (606, 353, 721, 373)
item-text: عدالت نے کیس کی سماعت کے بعد فیصلہ محفوظ کر لیا۔ فریقین کے وکلاء نے دلائل دیئے۔ آئندہ سماعت پر فیصلہ سنایا جائے گا۔ عدالت نے متعلقہ حکام کو ریکارڈ پیش کرنے کا حکم دیا ہے۔ کیس میں نامزد ملزمان کی ضمانت کی درخواستیں بھی زیر سماعت ہیں۔ (489, 724, 600, 836)
header-bar (517, 842, 562, 852)
news-column-4 (487, 16, 602, 1640)
news-column-5 (367, 16, 482, 1640)
eagle-emblem-icon (608, 916, 634, 936)
column-rule (363, 16, 364, 1640)
item-number: 26 (442, 129, 482, 149)
eagle-emblem-icon (489, 702, 515, 722)
item-header (487, 837, 602, 857)
item-header (367, 635, 482, 655)
item-header (125, 17, 240, 37)
news-item-40 (244, 1185, 359, 1275)
news-item-11 (727, 656, 842, 825)
item-header (606, 646, 721, 666)
item-header (367, 129, 482, 149)
eagle-emblem-icon (729, 826, 755, 846)
header-bar (155, 1146, 200, 1156)
news-item-33 (367, 1096, 482, 1175)
header-bar (274, 572, 319, 582)
item-number: 11 (802, 657, 842, 677)
item-number: 21 (562, 118, 602, 138)
item-number: 39 (319, 1039, 359, 1059)
eagle-emblem-icon (246, 1039, 272, 1059)
item-number: 35 (319, 421, 359, 441)
item-number: 6 (922, 1241, 962, 1261)
item-header (125, 163, 240, 183)
news-item-12 (727, 825, 842, 926)
item-number: 2 (922, 466, 962, 486)
eagle-emblem-icon (369, 973, 395, 993)
item-text: سالانہ ترقیاتی پروگرام کے تحت منصوبوں کی منظوری دی گئی۔ منصوبوں پر کام جلد شروع ہوگا۔ عوامی نمائندوں نے فیصلے کا خیر مقدم کیا۔ (127, 1162, 238, 1230)
header-bar (397, 832, 442, 842)
item-number: 28 (442, 489, 482, 509)
item-number: 3 (922, 702, 962, 722)
item-header (727, 219, 842, 239)
header-bar (877, 987, 922, 997)
eagle-emblem-icon (246, 567, 272, 587)
item-header (487, 522, 602, 542)
item-text: جلسہ عام سے خطاب کرتے ہوئے رہنماؤں نے کہا کہ عوام کی طاقت سے تبدیلی آئے گی۔ (369, 780, 480, 826)
news-item-6 (847, 1240, 962, 1431)
item-header (244, 421, 359, 441)
item-number: 41 (200, 17, 240, 37)
eagle-emblem-icon (246, 893, 272, 913)
header-bar (757, 662, 802, 672)
item-header (244, 1039, 359, 1059)
header-bar (155, 168, 200, 178)
header-bar (397, 134, 442, 144)
news-continuation (244, 16, 359, 218)
eagle-emblem-icon (369, 489, 395, 509)
item-text: بجلی کی لوڈشیڈنگ کے خاتمے کے لئے پن بجلی کے منصوبوں پر کام جاری ہے۔ چھوٹے ڈیموں کی تعمیر سے مقامی ضروریات پوری کی جائیں گی۔ اضافی بجلی قومی گرڈ کو فراہم کی جائے گی۔ ان منصوبوں سے روزگار کے مواقع بھی پیدا ہوں گے۔ ترسیلی نظام کو بہتر بنایا جا رہا ہے۔ (608, 937, 719, 1061)
